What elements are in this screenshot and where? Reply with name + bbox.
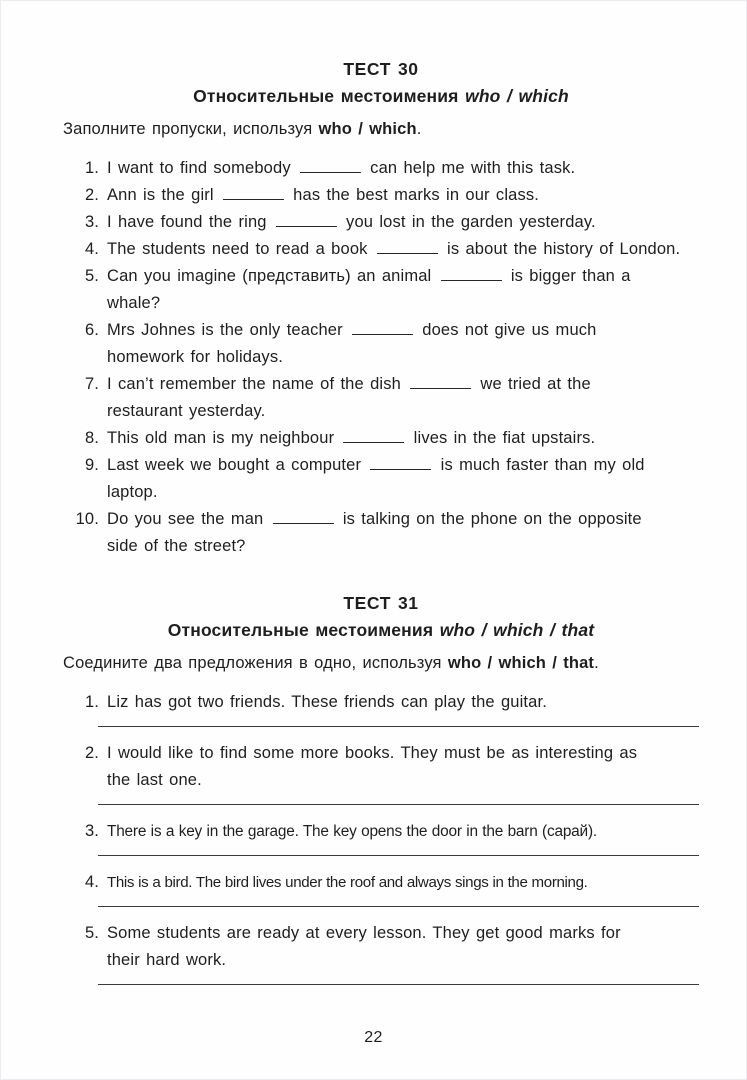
fill-in-blank (377, 251, 438, 254)
exercise-item-row (63, 920, 699, 974)
exercise-item (63, 452, 699, 506)
item-text: I have found the ring you lost in the garden yesterday. (107, 213, 596, 231)
test30-items (63, 155, 699, 560)
test31-section (63, 590, 699, 985)
exercise-item-row (63, 155, 699, 182)
test30-subtitle (63, 83, 699, 110)
answer-line (98, 855, 699, 856)
fill-in-blank (276, 224, 337, 227)
test30-title: ТЕСТ 30 (343, 59, 419, 79)
item-text: Last week we bought a computer is much faster than my old laptop. (107, 456, 645, 501)
fill-in-blank (410, 386, 471, 389)
exercise-item-row (63, 371, 699, 425)
test31-title: ТЕСТ 31 (343, 593, 419, 613)
exercise-item (63, 155, 699, 182)
exercise-item (63, 317, 699, 371)
item-number: 5. (84, 924, 99, 942)
test31-instruction-pronouns: who / which / that (447, 654, 595, 672)
exercise-item-row (63, 209, 699, 236)
exercise-item-row (63, 452, 699, 506)
item-text: Some students are ready at every lesson. They get good marks for their hard work. (107, 924, 621, 969)
item-text: I can’t remember the name of the dish we tried at the restaurant yesterday. (107, 375, 591, 420)
item-number: 4. (84, 240, 99, 258)
item-number: 4. (84, 873, 99, 891)
answer-line (98, 726, 699, 727)
test30-instruction (63, 116, 699, 143)
fill-in-blank (441, 278, 502, 281)
exercise-item-row (63, 689, 699, 716)
item-number: 9. (84, 456, 99, 474)
exercise-item-row (63, 740, 699, 794)
test31-instruction-text: Соедините два предложения в одно, используя (63, 654, 448, 672)
item-number: 7. (84, 375, 99, 393)
item-number: 6. (84, 321, 99, 339)
item-text: The students need to read a book is about the history of London. (107, 240, 681, 258)
item-text: I want to find somebody can help me with this task. (107, 159, 576, 177)
fill-in-blank (352, 332, 413, 335)
item-text: This old man is my neighbour lives in the fiat upstairs. (107, 429, 596, 447)
item-number: 1. (84, 693, 99, 711)
item-number: 3. (84, 213, 99, 231)
exercise-item (63, 425, 699, 452)
test30-instruction-pronouns: who / which (318, 120, 417, 138)
fill-in-blank (300, 170, 361, 173)
exercise-item-row (63, 818, 699, 845)
test31-subtitle-pronouns: who / which / that (439, 620, 595, 640)
item-text: Mrs Johnes is the only teacher does not give us much homework for holidays. (107, 321, 597, 366)
answer-line (98, 984, 699, 985)
fill-in-blank (223, 197, 284, 200)
test31-subtitle-text: Относительные местоимения (167, 620, 440, 640)
test31-items (63, 689, 699, 985)
exercise-item-row (63, 506, 699, 560)
exercise-item (63, 818, 699, 856)
item-number: 8. (84, 429, 99, 447)
test30-subtitle-pronouns: who / which (465, 86, 569, 106)
item-number: 1. (84, 159, 99, 177)
page-footer (1, 1024, 746, 1051)
item-number: 2. (84, 186, 99, 204)
exercise-item (63, 506, 699, 560)
exercise-item-row (63, 236, 699, 263)
exercise-item (63, 371, 699, 425)
exercise-item-row (63, 869, 699, 896)
item-text: Ann is the girl has the best marks in our class. (107, 186, 540, 204)
exercise-item (63, 263, 699, 317)
fill-in-blank (343, 440, 404, 443)
test30-section (63, 56, 699, 560)
fill-in-blank (273, 521, 334, 524)
item-number: 2. (84, 744, 99, 762)
test30-instruction-text: Заполните пропуски, используя (63, 120, 319, 138)
item-text: This is a bird. The bird lives under the roof and always sings in the morning. (107, 874, 588, 891)
exercise-item-row (63, 182, 699, 209)
item-text: Liz has got two friends. These friends can play the guitar. (107, 693, 547, 711)
item-text: Do you see the man is talking on the phone on the opposite side of the street? (107, 510, 642, 555)
answer-line (98, 906, 699, 907)
item-number: 10. (75, 510, 99, 528)
test31-instruction-period: . (594, 654, 599, 672)
exercise-item (63, 740, 699, 805)
item-text: I would like to find some more books. They must be as interesting as the last one. (107, 744, 638, 789)
exercise-item (63, 689, 699, 727)
page-number: 22 (364, 1029, 383, 1046)
exercise-item (63, 209, 699, 236)
test31-subtitle (63, 617, 699, 644)
item-number: 3. (84, 822, 99, 840)
exercise-item (63, 236, 699, 263)
exercise-item-row (63, 317, 699, 371)
exercise-item (63, 869, 699, 907)
item-text: Can you imagine (представить) an animal is bigger than a whale? (107, 267, 631, 312)
exercise-item-row (63, 263, 699, 317)
answer-line (98, 804, 699, 805)
test30-instruction-period: . (416, 120, 422, 138)
exercise-item-row (63, 425, 699, 452)
test30-subtitle-text: Относительные местоимения (193, 86, 466, 106)
item-number: 5. (84, 267, 99, 285)
exercise-item (63, 920, 699, 985)
item-text: There is a key in the garage. The key opens the door in the barn (сарай). (107, 823, 597, 840)
fill-in-blank (370, 467, 431, 470)
exercise-item (63, 182, 699, 209)
test31-instruction (63, 650, 699, 677)
